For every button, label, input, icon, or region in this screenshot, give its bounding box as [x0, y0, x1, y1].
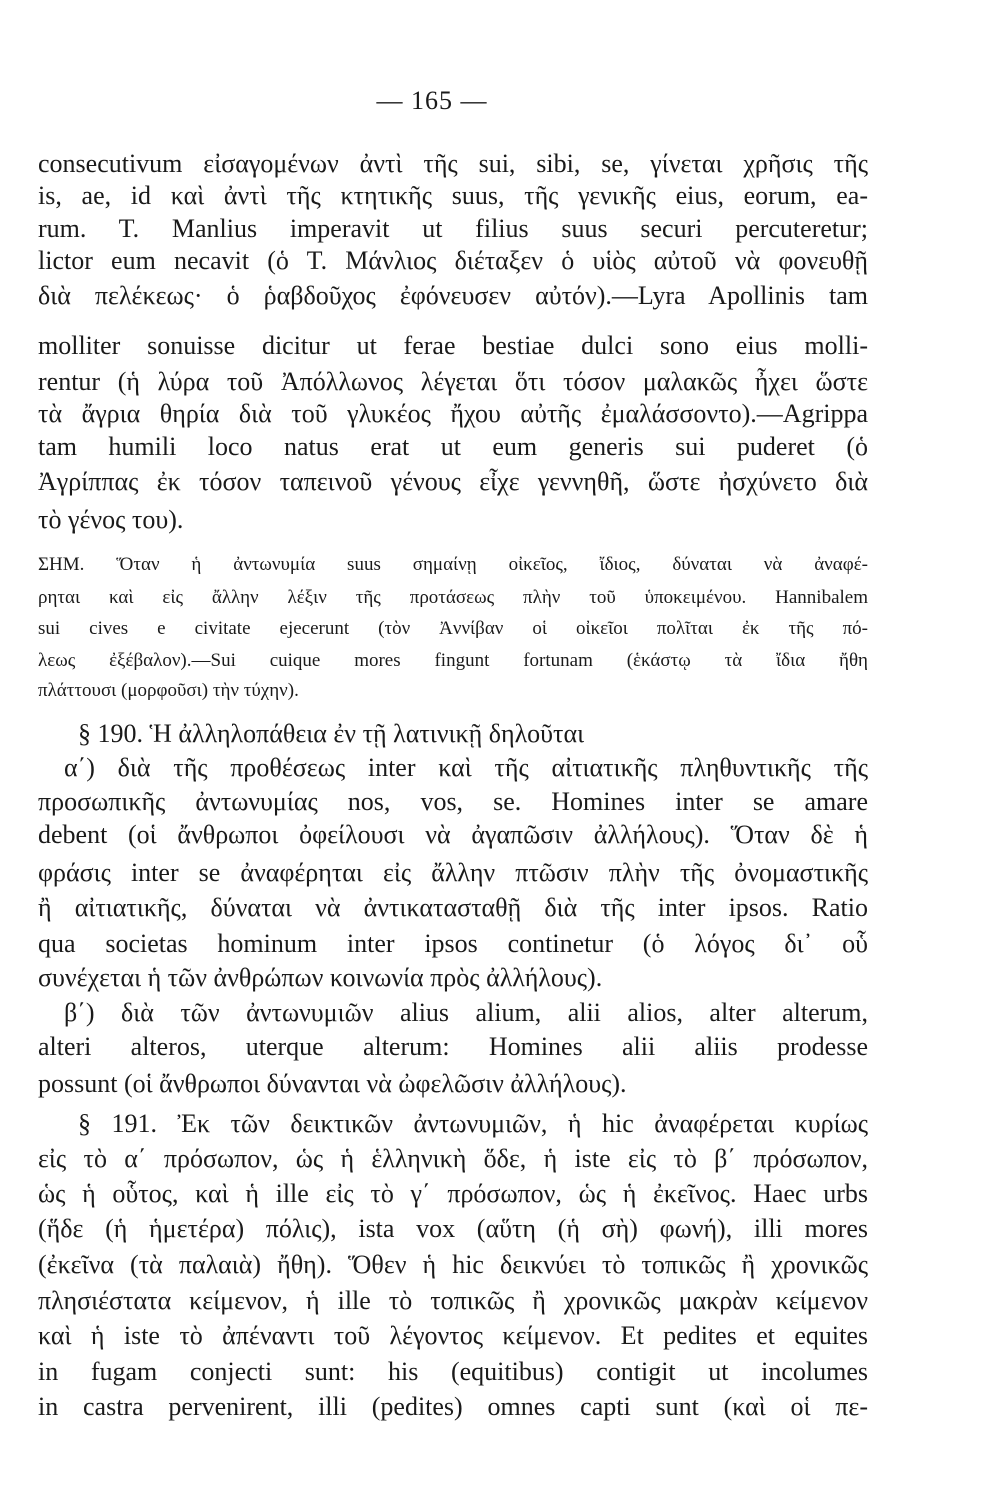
text-line: in fugam conjecti sunt: his (equitibus) contigit ut incolumes — [38, 1357, 868, 1386]
text-line: debent (οἱ ἄνθρωποι ὀφείλουσι νὰ ἀγαπῶσιν ἀλλήλους). Ὅταν δὲ ἡ — [38, 820, 868, 849]
page-number: — 165 — — [376, 86, 488, 115]
text-line: προσωπικῆς ἀντωνυμίας nos, vos, se. Homines inter se amare — [38, 787, 868, 816]
text-line: α΄) διὰ τῆς προθέσεως inter καὶ τῆς αἰτιατικῆς πληθυντικῆς τῆς — [64, 753, 868, 782]
note-line: ρηται καὶ εἰς ἄλλην λέξιν τῆς προτάσεως πλὴν τοῦ ὑποκειμένου. Hannibalem — [38, 587, 868, 608]
text-line: tam humili loco natus erat ut eum generis sui puderet (ὁ — [38, 432, 868, 461]
text-line: ὡς ἡ οὗτος, καὶ ἡ ille εἰς τὸ γ΄ πρόσωπον, ὡς ἡ ἐκεῖνος. Haec urbs — [38, 1179, 868, 1208]
section-heading-191: § 191. Ἐκ τῶν δεικτικῶν ἀντωνυμιῶν, ἡ hic ἀναφέρεται κυρίως — [78, 1109, 868, 1138]
text-line: β΄) διὰ τῶν ἀντωνυμιῶν alius alium, alii alios, alter alterum, — [64, 998, 868, 1027]
text-line: rum. T. Manlius imperavit ut filius suus securi percuteretur; — [38, 214, 868, 243]
text-line: alteri alteros, uterque alterum: Homines alii aliis prodesse — [38, 1032, 868, 1061]
text-line: rentur (ἡ λύρα τοῦ Ἀπόλλωνος λέγεται ὅτι τόσον μαλακῶς ἦχει ὥστε — [38, 367, 868, 396]
text-line: διὰ πελέκεως· ὁ ῥαβδοῦχος ἐφόνευσεν αὐτόν).—Lyra Apollinis tam — [38, 281, 868, 310]
text-line: φράσις inter se ἀναφέρηται εἰς ἄλλην πτῶσιν πλὴν τῆς ὀνομαστικῆς — [38, 858, 868, 887]
text-line: is, ae, id καὶ ἀντὶ τῆς κτητικῆς suus, τῆς γενικῆς eius, eorum, ea- — [38, 181, 868, 210]
text-line: ἢ αἰτιατικῆς, δύναται νὰ ἀντικατασταθῇ διὰ τῆς inter ipsos. Ratio — [38, 893, 868, 922]
text-line: possunt (οἱ ἄνθρωποι δύνανται νὰ ὠφελῶσιν ἀλλήλους). — [38, 1069, 627, 1098]
text-line: πλησιέστατα κείμενον, ἡ ille τὸ τοπικῶς ἢ χρονικῶς μακρὰν κείμενον — [38, 1286, 868, 1315]
text-line: in castra pervenirent, illi (pedites) omnes capti sunt (καὶ οἱ πε- — [38, 1392, 868, 1421]
text-line: τὰ ἄγρια θηρία διὰ τοῦ γλυκέος ἤχου αὐτῆς ἐμαλάσσοντο).—Agrippa — [38, 399, 868, 428]
text-line: molliter sonuisse dicitur ut ferae bestiae dulci sono eius molli- — [38, 331, 868, 360]
note-line: ΣΗΜ. Ὅταν ἡ ἀντωνυμία suus σημαίνῃ οἰκεῖος, ἴδιος, δύναται νὰ ἀναφέ- — [38, 554, 868, 575]
note-line: πλάττουσι (μορφοῦσι) τὴν τύχην). — [38, 680, 299, 701]
text-line: qua societas hominum inter ipsos continetur (ὁ λόγος δι᾿ οὗ — [38, 929, 868, 958]
text-line: (ἐκεῖνα (τὰ παλαιὰ) ἤθη). Ὅθεν ἡ hic δεικνύει τὸ τοπικῶς ἢ χρονικῶς — [38, 1250, 868, 1279]
note-line: λεως ἐξέβαλον).—Sui cuique mores fingunt fortunam (ἑκάστῳ τὰ ἴδια ἤθη — [38, 650, 868, 671]
text-line: lictor eum necavit (ὁ Τ. Μάνλιος διέταξεν ὁ υἱὸς αὐτοῦ νὰ φονευθῇ — [38, 246, 868, 275]
text-line: συνέχεται ἡ τῶν ἀνθρώπων κοινωνία πρὸς ἀλλήλους). — [38, 963, 603, 992]
text-line: εἰς τὸ α΄ πρόσωπον, ὡς ἡ ἑλληνικὴ ὅδε, ἡ iste εἰς τὸ β΄ πρόσωπον, — [38, 1144, 868, 1173]
text-line: καὶ ἡ iste τὸ ἀπέναντι τοῦ λέγοντος κείμενον. Et pedites et equites — [38, 1321, 868, 1350]
text-line: (ἥδε (ἡ ἡμετέρα) πόλις), ista vox (αὕτη (ἡ σὴ) φωνή), illi mores — [38, 1214, 868, 1243]
text-line: Ἀγρίππας ἐκ τόσον ταπεινοῦ γένους εἶχε γεννηθῆ, ὥστε ἠσχύνετο διὰ — [38, 467, 868, 496]
text-line: τὸ γένος του). — [38, 505, 184, 534]
note-line: sui cives e civitate ejecerunt (τὸν Ἀννίβαν οἱ οἰκεῖοι πολῖται ἐκ τῆς πό- — [38, 618, 868, 639]
section-heading-190: § 190. Ἡ ἀλληλοπάθεια ἐν τῇ λατινικῇ δηλοῦται — [78, 719, 585, 748]
text-line: consecutivum εἰσαγομένων ἀντὶ τῆς sui, sibi, se, γίνεται χρῆσις τῆς — [38, 149, 868, 178]
